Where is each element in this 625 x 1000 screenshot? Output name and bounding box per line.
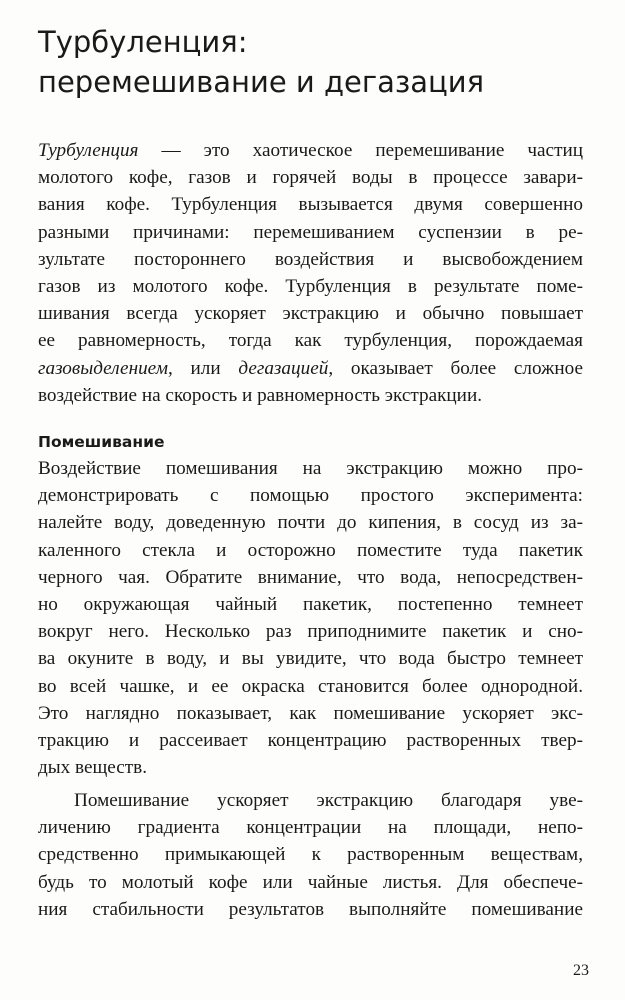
term-gas-release: газовыделением xyxy=(38,357,168,379)
text-line: Это наглядно показывает, как помешивание ускоряет экс- xyxy=(38,702,583,724)
text-line: разными причинами: перемешиванием суспензии в ре- xyxy=(38,221,583,243)
section-heading: Помешивание xyxy=(38,433,165,451)
text-line: вокруг него. Несколько раз приподнимите пакетик и сно- xyxy=(38,621,583,643)
term-degassing: дегазацией xyxy=(238,357,329,379)
stirring-paragraph xyxy=(38,455,583,781)
text-line: ния стабильности результатов выполняйте помешивание xyxy=(38,898,583,920)
text-line: воздействие на скорость и равномерность экстракции. xyxy=(38,384,483,406)
text-line: личению градиента концентрации на площади, непо- xyxy=(38,817,583,839)
text-line: Турбуленция — это хаотическое перемешивание частиц xyxy=(38,140,583,161)
text-line: ее равномерность, тогда как турбуленция, порождаемая xyxy=(38,330,583,352)
text-line: газов из молотого кофе. Турбуленция в результате поме- xyxy=(38,276,583,298)
text-line: Воздействие помешивания на экстракцию можно про- xyxy=(38,458,583,479)
text-line: Помешивание ускоряет экстракцию благодаря уве- xyxy=(74,790,583,811)
text-line: зультате постороннего воздействия и высвобождением xyxy=(38,248,583,270)
text-line: будь то молотый кофе или чайные листья. Для обеспече- xyxy=(38,871,583,893)
text-line: но окружающая чайный пакетик, постепенно темнеет xyxy=(38,594,583,616)
text-line: во всей чашке, и ее окраска становится более однородной. xyxy=(38,675,583,697)
text-line: дых веществ. xyxy=(38,757,148,779)
text-line: газовыделением, или дегазацией, оказывает более сложное xyxy=(38,357,583,379)
intro-paragraph xyxy=(38,137,583,409)
text-line: налейте воду, доведенную почти до кипения, в сосуд из за- xyxy=(38,512,583,534)
text-line: средственно примыкающей к растворенным веществам, xyxy=(38,844,583,866)
chapter-title-line: перемешивание и дегазация xyxy=(38,65,485,99)
page-number: 23 xyxy=(573,962,589,979)
text-line: ва окуните в воду, и вы увидите, что вода быстро темнеет xyxy=(38,648,583,670)
text-line: демонстрировать с помощью простого эксперимента: xyxy=(38,485,583,507)
text-line: каленного стекла и осторожно поместите туда пакетик xyxy=(38,539,583,561)
text-line: черного чая. Обратите внимание, что вода, непосредствен- xyxy=(38,566,583,588)
text-line: молотого кофе, газов и горячей воды в процессе завари- xyxy=(38,167,583,189)
text-line: вания кофе. Турбуленция вызывается двумя совершенно xyxy=(38,194,583,216)
chapter-title xyxy=(38,22,598,102)
gradient-paragraph xyxy=(38,787,583,923)
chapter-title-line: Турбуленция: xyxy=(38,25,248,59)
text-line: тракцию и рассеивает концентрацию растворенных твер- xyxy=(38,730,583,752)
text-line: шивания всегда ускоряет экстракцию и обычно повышает xyxy=(38,303,583,325)
term-turbulence: Турбуленция xyxy=(38,140,139,161)
